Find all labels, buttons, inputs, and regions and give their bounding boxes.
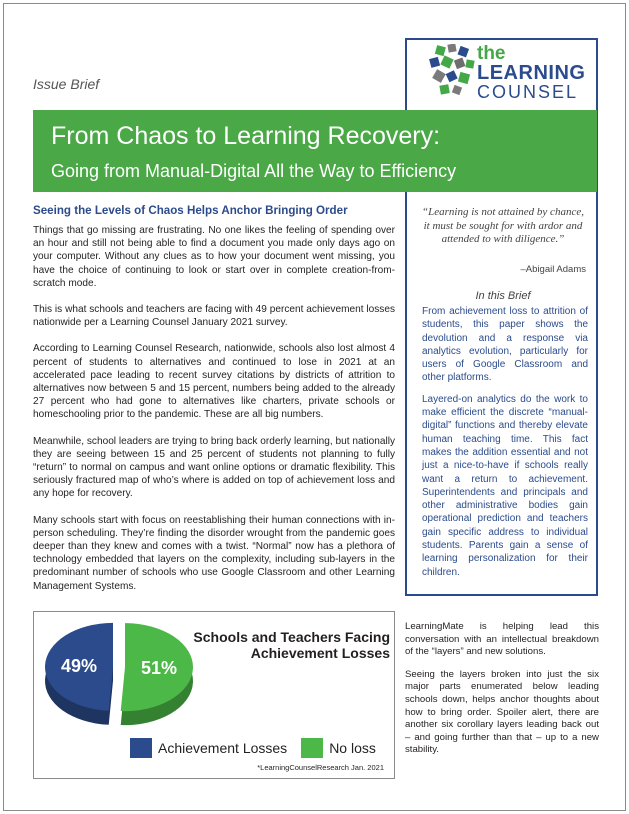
legend-swatch-achievement-losses xyxy=(130,738,152,758)
learning-counsel-logo xyxy=(428,44,588,104)
chart-source-note: *LearningCounselResearch Jan. 2021 xyxy=(257,763,384,772)
body-paragraph: Meanwhile, school leaders are trying to bring back orderly learning, but nationally they are seeing between 15 and 25 percent of students not planning to fully “return” to normal on campus and want online options or dramatic flexibility. This seriously fractured map of who’s where is added on top of achievement loss and any hope for recovery. xyxy=(33,435,395,500)
body-paragraph: This is what schools and teachers are facing with 49 percent achievement losses nationwide per a Learning Counsel January 2021 survey. xyxy=(33,304,395,329)
quote-author: –Abigail Adams xyxy=(520,264,586,275)
legend-label: Achievement Losses xyxy=(158,740,288,756)
right-column xyxy=(405,621,599,767)
main-body xyxy=(33,224,395,606)
pie-chart xyxy=(33,611,395,779)
pie-slice-label: 51% xyxy=(140,657,177,678)
logo-wordmark xyxy=(477,44,592,101)
right-paragraph: LearningMate is helping lead this conversation with an intellectual breakdown of the “layers” and new solutions. xyxy=(405,621,599,658)
page-subtitle: Going from Manual-Digital All the Way to Efficiency xyxy=(51,161,457,181)
body-paragraph: Many schools start with focus on reestablishing their human connections with in-person scheduling. They’re finding the disorder wrought from the pandemic goes deeper than they knew and comes with a twist. “Normal” now has a plethora of technology embedded that layers on the complexity, including sub-layers in the predominant number of schools who use Google Classroom and other Learning Management Systems. xyxy=(33,514,395,592)
sidebar-summary xyxy=(422,305,588,587)
body-paragraph: Things that go missing are frustrating. No one likes the feeling of spending over an hour and still not being able to find a document you made only days ago on your computer. Without any clues as to how your document went missing, you have the choice of continuing to look or start over in complete creation-from-scratch mode. xyxy=(33,225,395,289)
sidebar-paragraph: Layered-on analytics do the work to make efficient the discrete “manual-digital” functions and thereby elevate human teaching time. This fact makes the addition essential and not just a nice-to-have if schools really want a return to achievement. Superintendents and principals and other administrative bodies gain operational prediction and teachers gain specific address to individual students. Parents gain a sense of learning personalization for their children. xyxy=(422,393,588,578)
legend-swatch-no-loss xyxy=(301,738,323,758)
sidebar-paragraph: From achievement loss to attrition of students, this paper shows the devolution and a response via analytics evolution, particularly for users of Google Classroom and other platforms. xyxy=(422,306,588,384)
chart-title: Schools and Teachers Facing Achievement Losses xyxy=(193,629,390,661)
page-title: From Chaos to Learning Recovery: xyxy=(51,122,441,150)
legend-label: No loss xyxy=(329,740,376,756)
chart-legend xyxy=(130,738,390,758)
body-paragraph: According to Learning Counsel Research, nationwide, schools also lost almost 4 percent of students to alternatives and continued to lose in 2021 at an accelerated pace leading to recent survey citations by districts of attrition to alternatives now between 5 and 15 percent, numbers being added to the already 27 percent who had gone to alternatives like charters, private schools or homeschooling prior to the pandemic. These are all big numbers. xyxy=(33,343,395,421)
pull-quote: “Learning is not attained by chance, it must be sought for with ardor and attended to with diligence.” xyxy=(422,206,584,245)
in-this-brief-heading: In this Brief xyxy=(475,290,531,302)
title-banner xyxy=(33,110,597,192)
logo-learning: LEARNING xyxy=(477,62,586,84)
right-paragraph: Seeing the layers broken into just the six major parts enumerated below leading schools down, helps anchor thoughts about how to bring order. Spoiler alert, there are another six corollary layers leading back out – and going further than that – up to a new stability. xyxy=(405,668,599,756)
logo-counsel: COUNSEL xyxy=(477,82,579,102)
pie-slice-label: 49% xyxy=(61,656,98,677)
logo-mark-icon xyxy=(428,44,478,102)
section-heading: Seeing the Levels of Chaos Helps Anchor Bringing Order xyxy=(33,204,348,217)
logo-the: the xyxy=(477,43,506,64)
issue-brief-label: Issue Brief xyxy=(33,76,100,92)
